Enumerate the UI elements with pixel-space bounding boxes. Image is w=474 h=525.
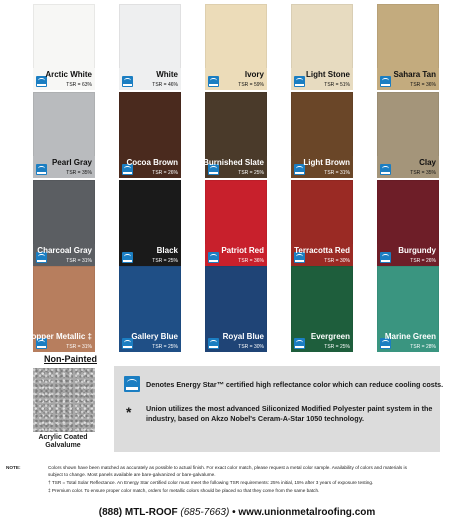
note-line: subject to change. Most panels available are bare-galvanized or bare-galvalume. <box>48 471 216 477</box>
color-swatch <box>205 180 267 266</box>
energy-star-icon <box>36 164 47 175</box>
swatch-tsr: TSR = 30% <box>238 344 264 350</box>
swatch-name: Evergreen <box>310 332 350 341</box>
non-painted-heading: Non-Painted <box>44 354 97 364</box>
energy-star-icon <box>380 76 391 87</box>
swatch-tsr: TSR = 25% <box>324 344 350 350</box>
color-swatch <box>205 4 267 90</box>
color-swatch <box>33 92 95 178</box>
energy-star-icon <box>208 252 219 263</box>
swatch-tsr: TSR = 46% <box>152 82 178 88</box>
color-swatch <box>291 266 353 352</box>
swatch-tsr: TSR = 51% <box>324 82 350 88</box>
color-swatch <box>33 4 95 90</box>
color-swatch <box>119 180 181 266</box>
color-swatch <box>377 4 439 90</box>
color-swatch <box>377 92 439 178</box>
swatch-tsr: TSR = 31% <box>324 170 350 176</box>
swatch-tsr: TSR = 59% <box>238 82 264 88</box>
swatch-name: Light Brown <box>303 158 350 167</box>
swatch-row <box>33 180 439 266</box>
swatch-tsr: TSR = 35% <box>66 170 92 176</box>
energy-star-icon <box>124 376 140 392</box>
swatch-tsr: TSR = 36% <box>238 258 264 264</box>
swatch-name: Patriot Red <box>221 246 264 255</box>
swatch-name: Clay <box>419 158 436 167</box>
swatch-tsr: TSR = 31% <box>66 344 92 350</box>
note-line: Colors shown have been matched as accurately as possible to actual finish. For exact color match, please request a metal color sample. Availability of colors and materials is <box>48 465 407 470</box>
note-line: † TSR = Total Solar Reflectance. An Energy Star certified color must meet the following TSR requirements: 25% initial, 15% after 3 years of exposure testing. <box>48 480 374 485</box>
swatch-name: Royal Blue <box>222 332 264 341</box>
swatch-tsr: TSR = 25% <box>152 344 178 350</box>
color-swatch <box>291 4 353 90</box>
separator-dot: • <box>232 507 236 518</box>
energy-star-icon <box>380 164 391 175</box>
energy-star-legend <box>122 374 444 396</box>
paint-system-legend <box>122 404 438 448</box>
swatch-name: White <box>156 70 178 79</box>
swatch-row <box>33 92 439 178</box>
swatch-name: Ivory <box>244 70 264 79</box>
color-swatch <box>119 4 181 90</box>
swatch-name: Copper Metallic ‡ <box>25 332 92 341</box>
swatch-name: Gallery Blue <box>131 332 178 341</box>
note-label: NOTE: <box>6 465 21 470</box>
energy-star-text: Denotes Energy Star™ certified high reflectance color which can reduce cooling costs. <box>146 380 444 389</box>
energy-star-icon <box>122 252 133 263</box>
swatch-tsr: TSR = 26% <box>410 258 436 264</box>
swatch-name: Black <box>156 246 178 255</box>
note-line: ‡ Premium color. To ensure proper color match, orders for metallic colors should be placed so that they come from the same batch. <box>48 488 320 493</box>
swatch-row <box>25 266 439 352</box>
swatch-tsr: TSR = 36% <box>410 82 436 88</box>
galvalume-texture-chip <box>33 368 95 432</box>
swatch-acrylic-coated-galvalume <box>33 368 95 454</box>
energy-star-icon <box>294 76 305 87</box>
color-swatch <box>25 266 95 352</box>
color-swatch <box>291 180 353 266</box>
color-swatch <box>205 266 267 352</box>
paint-system-text: Union utilizes the most advanced Siliconized Modified Polyester paint system in the industry, based on Akzo Nobel's Ceram-A-Star 1050 technology. <box>146 404 433 423</box>
phone-digits: (685-7663) <box>180 507 230 518</box>
swatch-row <box>33 4 439 90</box>
swatch-name: Light Stone <box>306 70 350 79</box>
color-swatch <box>377 266 439 352</box>
color-swatch <box>377 180 439 266</box>
swatch-name: Burnished Slate <box>203 158 264 167</box>
swatch-name: Arctic White <box>45 70 92 79</box>
website-link[interactable]: www.unionmetalroofing.com <box>238 507 376 518</box>
swatch-name: Marine Green <box>384 332 436 341</box>
swatch-tsr: TSR = 28% <box>410 344 436 350</box>
swatch-tsr: TSR = 63% <box>66 82 92 88</box>
swatch-name: Acrylic Coated Galvalume <box>38 434 88 449</box>
color-swatch <box>119 266 181 352</box>
swatch-tsr: TSR = 30% <box>324 258 350 264</box>
contact-line <box>0 507 474 518</box>
energy-star-icon <box>294 338 305 349</box>
swatch-name: Cocoa Brown <box>126 158 178 167</box>
energy-star-icon <box>122 76 133 87</box>
color-swatch <box>291 92 353 178</box>
swatch-tsr: TSR = 25% <box>238 170 264 176</box>
swatch-name: Terracotta Red <box>294 246 350 255</box>
swatch-name: Charcoal Gray <box>37 246 92 255</box>
energy-star-icon <box>208 76 219 87</box>
color-swatch <box>205 92 267 178</box>
energy-star-icon <box>208 338 219 349</box>
color-swatch <box>33 180 95 266</box>
swatch-name: Sahara Tan <box>393 70 436 79</box>
swatch-name: Burgundy <box>398 246 436 255</box>
energy-star-icon <box>380 252 391 263</box>
swatch-tsr: TSR = 31% <box>66 258 92 264</box>
swatch-name: Pearl Gray <box>51 158 92 167</box>
legend-box <box>114 366 444 452</box>
phone-number[interactable]: (888) MTL-ROOF <box>98 507 178 518</box>
color-swatch <box>119 92 181 178</box>
asterisk-icon: * <box>126 404 132 420</box>
swatch-tsr: TSR = 25% <box>152 258 178 264</box>
swatch-tsr: TSR = 35% <box>410 170 436 176</box>
swatch-tsr: TSR = 26% <box>152 170 178 176</box>
